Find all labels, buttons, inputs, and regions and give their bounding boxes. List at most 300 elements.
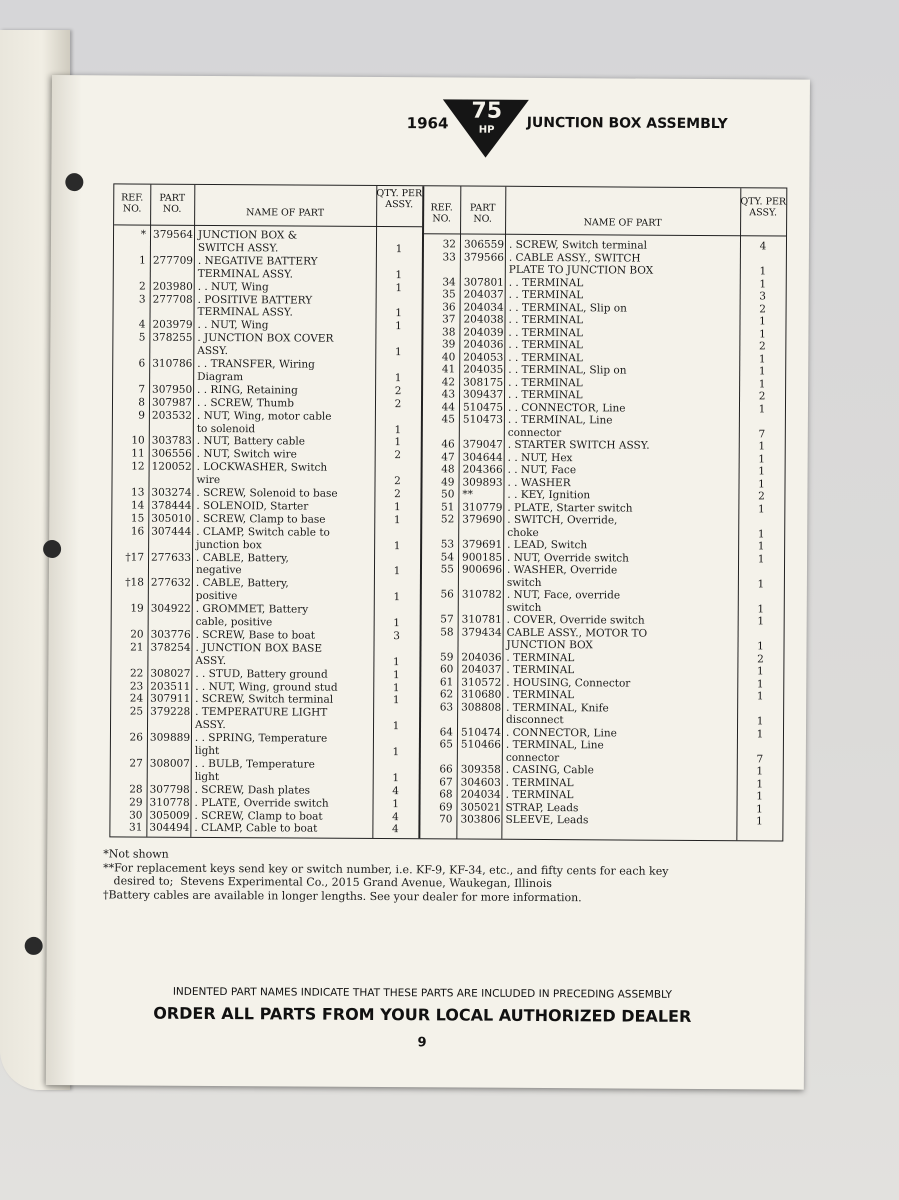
part-number: 303783 [151, 435, 192, 448]
part-name: disconnect [506, 713, 564, 727]
manual-page [46, 75, 810, 1090]
ref-number: 39 [441, 338, 456, 351]
part-name: . . TERMINAL [508, 351, 583, 364]
quantity: 1 [393, 500, 401, 514]
part-number: 510475 [462, 401, 504, 414]
ref-number: 54 [440, 550, 455, 563]
part-name: . CABLE, Battery, [195, 577, 289, 590]
quantity: 1 [756, 777, 764, 790]
part-name: . CONNECTOR, Line [505, 726, 617, 739]
part-name: SLEEVE, Leads [505, 813, 589, 827]
quantity: 1 [757, 552, 765, 565]
part-name: . . NUT, Hex [507, 451, 573, 464]
quantity: 4 [759, 240, 767, 253]
quantity: 2 [759, 302, 766, 315]
part-number: 307950 [152, 383, 193, 396]
part-number: 310572 [461, 676, 502, 689]
part-number: 378255 [152, 331, 193, 345]
part-number: 204036 [463, 338, 504, 351]
quantity: 1 [757, 540, 765, 553]
ref-number: 59 [440, 650, 454, 663]
part-name: . PLATE, Starter switch [507, 501, 633, 515]
quantity: 1 [756, 815, 763, 828]
part-name: junction box [196, 538, 262, 551]
binder-hole [25, 937, 43, 955]
part-number: 379566 [463, 251, 505, 264]
quantity: 1 [757, 615, 765, 628]
part-name: PLATE TO JUNCTION BOX [508, 263, 654, 277]
ref-number: 64 [439, 725, 454, 738]
quantity: 1 [758, 452, 766, 465]
ref-number: 49 [441, 475, 455, 488]
part-name: TERMINAL ASSY. [197, 306, 293, 319]
part-number: 305021 [460, 801, 501, 814]
binder-hole [65, 173, 83, 191]
part-number: 204035 [463, 363, 504, 376]
part-number: 900185 [462, 551, 503, 564]
part-number: 310786 [152, 357, 193, 370]
part-name: . SCREW, Solenoid to base [196, 486, 338, 500]
part-number: 304922 [150, 602, 191, 615]
part-number: 308027 [150, 667, 191, 680]
quantity: 4 [392, 784, 400, 797]
part-number: 308007 [149, 757, 190, 770]
part-name: choke [507, 526, 539, 539]
part-number: 379690 [462, 513, 503, 526]
part-number: 204034 [463, 301, 504, 314]
col-header-qty: QTY. PER ASSY. [376, 187, 423, 211]
ref-number: 30 [129, 808, 143, 822]
col-header-part: PART NO. [159, 192, 186, 215]
part-name: . . CONNECTOR, Line [507, 401, 626, 415]
quantity: 3 [393, 629, 400, 643]
quantity: 1 [759, 315, 766, 328]
table-row [416, 813, 780, 828]
part-name: to solenoid [196, 422, 256, 435]
part-name: ASSY. [194, 719, 226, 732]
part-number: 379047 [462, 438, 503, 451]
ref-number: 26 [129, 731, 143, 744]
part-name: . SCREW, Clamp to boat [194, 809, 323, 823]
part-name: switch [506, 576, 542, 589]
quantity: 1 [392, 771, 400, 784]
ref-number: 25 [129, 705, 144, 718]
col-header-name: NAME OF PART [246, 207, 325, 219]
part-name: . TERMINAL [505, 776, 574, 789]
part-name: . TERMINAL [506, 688, 575, 702]
quantity: 1 [393, 655, 400, 668]
part-name: negative [195, 564, 242, 577]
quantity: 1 [393, 565, 401, 578]
ref-number: 21 [130, 641, 144, 654]
part-number: 204036 [461, 651, 502, 664]
part-number: 510473 [462, 413, 504, 426]
ref-number: 4 [138, 318, 146, 331]
part-number: 378444 [151, 499, 192, 512]
part-number: 309437 [463, 388, 504, 401]
ref-number: 62 [439, 688, 454, 701]
part-name: . . TERMINAL, Slip on [508, 363, 627, 377]
part-name: . TERMINAL [506, 651, 575, 664]
part-number: 379691 [462, 538, 503, 551]
part-number: 304494 [149, 821, 190, 835]
ref-number: 57 [440, 613, 454, 626]
part-number: 304603 [460, 776, 501, 789]
part-name: . . TERMINAL, Line [507, 413, 613, 427]
ref-number: †17 [125, 550, 145, 564]
quantity: 7 [758, 427, 766, 440]
ref-number: 38 [442, 325, 456, 338]
part-number: 510474 [460, 726, 502, 739]
part-name: . CABLE ASSY., SWITCH [508, 251, 641, 265]
parts-table [109, 183, 787, 841]
part-name: . . NUT, Wing [197, 280, 269, 293]
quantity: 1 [756, 765, 764, 778]
part-name: . . KEY, Ignition [507, 488, 591, 502]
col-header-ref: REF. NO. [121, 192, 144, 215]
quantity: 1 [756, 727, 764, 740]
part-number: 203511 [150, 680, 191, 693]
ref-number: 66 [439, 763, 453, 776]
table-row [106, 822, 412, 837]
part-name: . . RING, Retaining [197, 383, 298, 397]
part-name: . NUT, Switch wire [196, 448, 297, 461]
ref-number: 15 [130, 512, 145, 525]
ref-number: 43 [441, 388, 456, 401]
ref-number: 61 [439, 675, 454, 688]
part-number: 203532 [151, 409, 193, 422]
indent-notice: INDENTED PART NAMES INDICATE THAT THESE PARTS ARE INCLUDED IN PRECEDING ASSEMBLY [172, 985, 672, 1001]
part-number: 379228 [150, 705, 191, 719]
quantity: 1 [756, 677, 764, 690]
part-name: STRAP, Leads [505, 801, 579, 814]
ref-number: 36 [442, 300, 456, 313]
ref-number: 63 [439, 700, 454, 713]
quantity: 1 [394, 346, 402, 359]
quantity: 1 [759, 327, 766, 340]
ref-number: 51 [440, 500, 455, 513]
part-number: 510466 [460, 738, 502, 751]
part-number: 307911 [150, 693, 191, 706]
quantity: 1 [392, 797, 399, 810]
quantity: 1 [758, 352, 766, 365]
part-name: . . TERMINAL [508, 288, 584, 302]
ref-number: 55 [440, 563, 455, 576]
quantity: 2 [394, 449, 402, 462]
part-name: CABLE ASSY., MOTOR TO [506, 626, 648, 640]
part-name: . TEMPERATURE LIGHT [195, 706, 328, 719]
part-number: 277709 [152, 254, 193, 267]
part-number: 305010 [151, 512, 192, 525]
ref-number: 34 [442, 275, 456, 288]
part-number: 204053 [463, 351, 504, 364]
quantity: 1 [394, 423, 402, 436]
part-name: . . NUT, Wing [197, 319, 269, 332]
part-number: 310782 [461, 588, 502, 601]
part-name: . . TERMINAL [508, 276, 584, 289]
part-name: . LEAD, Switch [507, 538, 588, 552]
part-number: 307798 [149, 783, 190, 796]
page-title: JUNCTION BOX ASSEMBLY [526, 114, 728, 133]
ref-number: 9 [138, 409, 145, 422]
ref-number: 45 [441, 413, 455, 426]
quantity: 1 [758, 365, 766, 378]
ref-number: 13 [131, 486, 145, 499]
ref-number: 22 [129, 667, 144, 680]
ref-number: 67 [439, 775, 453, 788]
part-name: . LOCKWASHER, Switch [196, 461, 328, 474]
ref-number: 12 [131, 460, 145, 473]
quantity: 4 [392, 823, 399, 836]
quantity: 1 [393, 617, 401, 630]
quantity: 2 [394, 488, 401, 501]
part-number: ** [462, 488, 473, 501]
part-name: . . SPRING, Temperature [194, 731, 328, 745]
quantity: 2 [758, 490, 765, 503]
part-number: 304644 [462, 451, 503, 464]
part-number: 379564 [152, 228, 194, 241]
quantity: 1 [758, 440, 766, 453]
part-name: JUNCTION BOX & [197, 228, 298, 242]
ref-number: 32 [442, 238, 457, 251]
ref-number: 48 [441, 463, 455, 476]
part-name: . . TRANSFER, Wiring [197, 357, 315, 371]
quantity: 1 [757, 577, 765, 590]
quantity: 1 [757, 640, 764, 653]
quantity: 1 [758, 377, 766, 390]
ref-number: 41 [441, 363, 456, 376]
quantity: 1 [392, 694, 400, 707]
part-number: 310781 [461, 613, 502, 626]
ref-number: 69 [439, 800, 453, 813]
ref-number: 33 [442, 250, 456, 263]
part-name: . SOLENOID, Starter [196, 499, 309, 513]
part-name: connector [505, 751, 560, 764]
part-name: . SCREW, Clamp to base [196, 512, 326, 526]
ref-number: 5 [138, 331, 146, 344]
quantity: 1 [392, 746, 400, 759]
part-name: . JUNCTION BOX COVER [197, 332, 334, 345]
part-number: 120052 [151, 460, 192, 474]
quantity: 1 [756, 665, 764, 678]
part-name: . TERMINAL [506, 663, 575, 677]
part-number: 204039 [463, 326, 504, 339]
quantity: 1 [757, 502, 765, 515]
quantity: 1 [756, 690, 764, 703]
part-name: . SCREW, Switch terminal [508, 238, 648, 252]
part-number: 307444 [151, 525, 192, 538]
ref-number: 47 [441, 450, 455, 463]
part-number: 307987 [151, 396, 193, 409]
part-name: . NUT, Wing, motor cable [196, 409, 332, 423]
ref-number: 2 [138, 280, 146, 293]
part-number: 277632 [150, 576, 192, 590]
col-header-name: NAME OF PART [583, 217, 662, 229]
part-name: . NEGATIVE BATTERY [197, 254, 318, 268]
quantity: 1 [756, 715, 764, 728]
part-name: . SWITCH, Override, [507, 513, 618, 527]
quantity: 1 [395, 320, 402, 333]
quantity: 7 [756, 752, 764, 765]
ref-number: 7 [138, 383, 146, 396]
quantity: 1 [757, 527, 765, 540]
quantity: 1 [395, 281, 403, 294]
ref-number: †18 [125, 576, 144, 589]
part-name: . NUT, Battery cable [196, 435, 306, 448]
part-number: 204366 [462, 463, 503, 476]
quantity: 1 [757, 602, 765, 615]
part-name: ASSY. [197, 344, 229, 358]
part-name: SWITCH ASSY. [197, 241, 279, 255]
page-header [407, 97, 787, 159]
part-name: switch [506, 601, 542, 614]
part-name: . . TERMINAL, Slip on [508, 301, 627, 315]
part-name: . . NUT, Wing, ground stud [195, 680, 338, 694]
quantity: 2 [758, 390, 766, 403]
part-name: . . TERMINAL [508, 338, 583, 352]
quantity: 2 [394, 475, 401, 488]
quantity: 4 [392, 810, 399, 823]
part-name: . CLAMP, Cable to boat [194, 822, 318, 836]
quantity: 2 [758, 340, 766, 353]
footnote: desired to; Stevens Experimental Co., 2015 Grand Avenue, Waukegan, Illinois [103, 874, 552, 891]
quantity: 3 [759, 290, 767, 303]
quantity: 2 [757, 652, 764, 665]
ref-number: 35 [442, 288, 456, 301]
part-number: 306556 [151, 447, 192, 461]
quantity: 1 [393, 513, 401, 526]
col-header-qty: QTY. PER ASSY. [740, 196, 787, 219]
order-notice: ORDER ALL PARTS FROM YOUR LOCAL AUTHORIZED DEALER [153, 1003, 692, 1026]
part-name: . HOUSING, Connector [506, 676, 631, 690]
quantity: 1 [393, 591, 401, 604]
ref-number: 23 [129, 679, 144, 693]
ref-number: 16 [130, 525, 145, 538]
ref-number: 28 [129, 783, 143, 796]
part-name: . TERMINAL, Knife [506, 701, 609, 714]
footnotes [103, 847, 743, 905]
part-name: . TERMINAL, Line [505, 738, 604, 752]
part-name: . WASHER, Override [506, 563, 618, 577]
part-number: 306559 [463, 238, 505, 251]
ref-number: 52 [440, 513, 455, 526]
quantity: 1 [392, 720, 400, 733]
part-name: . COVER, Override switch [506, 613, 645, 627]
ref-number: 31 [128, 821, 143, 834]
part-number: 310680 [461, 688, 502, 701]
part-name: . SCREW, Switch terminal [195, 693, 334, 707]
hp-number: 75 [471, 98, 503, 124]
ref-number: 3 [138, 293, 146, 306]
part-name: . PLATE, Override switch [194, 796, 329, 810]
ref-number: 1 [139, 254, 146, 267]
part-name: . SCREW, Base to boat [195, 628, 316, 642]
part-name: . . TERMINAL [508, 376, 583, 389]
quantity: 1 [395, 307, 402, 320]
quantity: 1 [393, 539, 401, 552]
part-number: 309893 [462, 476, 503, 489]
part-name: . . WASHER [507, 476, 571, 489]
part-number: 277708 [152, 293, 193, 306]
ref-number: 6 [138, 357, 146, 370]
part-name: connector [507, 426, 562, 439]
part-name: light [194, 770, 220, 783]
page-number: 9 [417, 1035, 427, 1051]
part-name: JUNCTION BOX [506, 638, 593, 652]
part-number: 204038 [463, 313, 504, 326]
binder-hole [43, 540, 61, 558]
ref-number: * [140, 228, 147, 241]
quantity: 1 [759, 265, 767, 278]
part-name: . STARTER SWITCH ASSY. [507, 438, 650, 452]
footnote: *Not shown [103, 847, 169, 861]
part-name: . CABLE, Battery, [196, 551, 289, 564]
ref-number: 50 [441, 488, 455, 501]
part-number: 303806 [460, 813, 501, 826]
quantity: 1 [394, 371, 402, 385]
part-name: light [194, 744, 220, 758]
ref-number: 58 [440, 625, 454, 638]
hp-label: HP [478, 124, 495, 136]
part-name: . . TERMINAL [508, 326, 584, 339]
ref-number: 44 [441, 400, 456, 413]
part-name: wire [196, 473, 221, 487]
part-number: 307801 [463, 276, 504, 289]
ref-number: 8 [138, 396, 146, 409]
ref-number: 10 [131, 434, 145, 447]
footnote: **For replacement keys send key or switch number, i.e. KF-9, KF-34, etc., and fifty cents for each key [103, 860, 669, 878]
ref-number: 60 [439, 663, 454, 676]
part-name: . CLAMP, Switch cable to [196, 525, 330, 539]
part-name: TERMINAL ASSY. [197, 267, 294, 281]
part-name: . JUNCTION BOX BASE [195, 641, 323, 655]
ref-number: 27 [129, 757, 143, 770]
part-name: positive [195, 590, 238, 603]
part-name: . . TERMINAL [508, 388, 583, 402]
ref-number: 42 [441, 375, 456, 388]
ref-number: 68 [439, 788, 453, 801]
part-number: 204034 [460, 788, 501, 801]
ref-number: 24 [129, 692, 144, 705]
part-name: . TERMINAL [505, 788, 574, 802]
part-number: 309889 [149, 731, 191, 744]
quantity: 1 [758, 402, 766, 415]
part-name: . NUT, Face, override [506, 588, 621, 602]
part-name: . . STUD, Battery ground [195, 667, 328, 681]
part-number: 308808 [461, 701, 502, 714]
part-name: . NUT, Override switch [507, 551, 629, 565]
quantity: 1 [392, 668, 400, 681]
quantity: 1 [758, 477, 765, 490]
quantity: 1 [758, 465, 765, 478]
part-number: 303776 [150, 628, 191, 641]
part-number: 309358 [460, 763, 501, 776]
ref-number: 70 [439, 813, 453, 826]
part-number: 305009 [149, 809, 190, 822]
ref-number: 29 [129, 796, 143, 809]
model-year: 1964 [406, 114, 449, 133]
ref-number: 37 [442, 313, 456, 326]
quantity: 1 [394, 436, 402, 449]
quantity: 1 [759, 277, 767, 290]
ref-number: 56 [440, 588, 454, 601]
quantity: 1 [392, 681, 400, 694]
col-header-ref: REF. NO. [430, 202, 453, 225]
part-name: . . SCREW, Thumb [196, 396, 295, 410]
part-number: 277633 [151, 551, 192, 564]
part-number: 204037 [463, 288, 504, 301]
part-name: . . NUT, Face [507, 463, 577, 477]
